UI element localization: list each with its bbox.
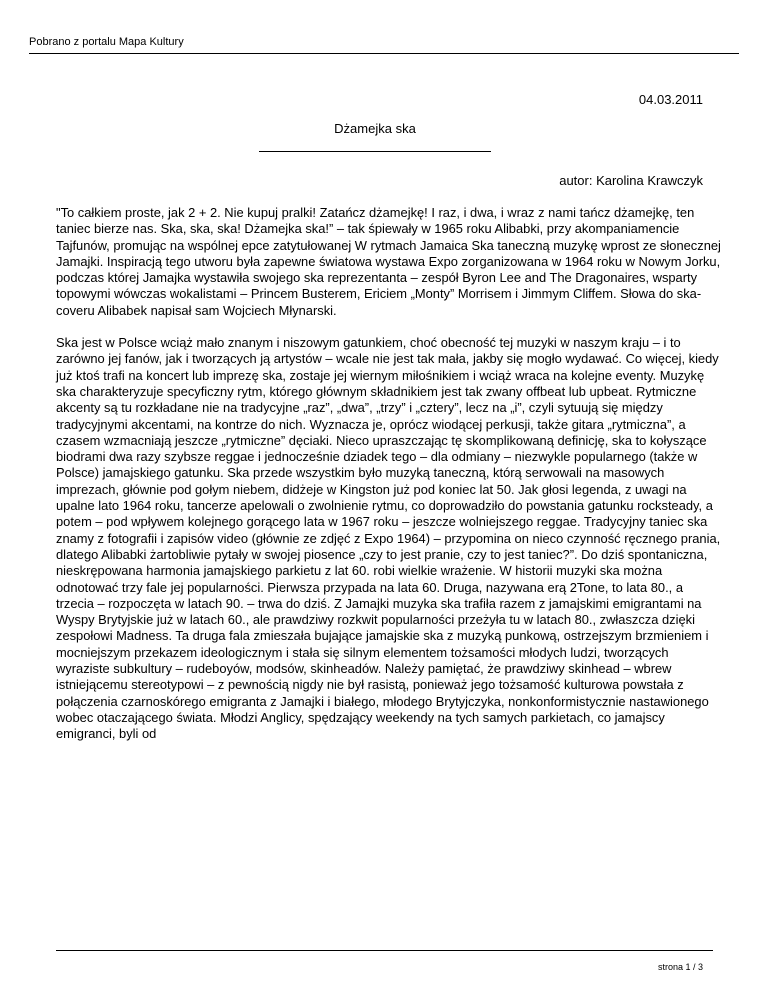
article-title: Dżamejka ska — [334, 121, 416, 136]
title-underline — [259, 151, 491, 152]
article-author: autor: Karolina Krawczyk — [559, 173, 703, 188]
paragraph-1: "To całkiem proste, jak 2 + 2. Nie kupuj pralki! Zatańcz dżamejkę! I raz, i dwa, i wraz z nami tańcz dżamejkę, ten taniec bierze nas. Ska, ska, ska! Dżamejka ska!” – tak śpiewały w 1965 roku Alibabki, przy akompaniamencie Tajfunów, promując na wspólnej epce zatytułowanej W rytmach Jamaica Ska taneczną muzykę wprost ze słonecznej Jamajki. Inspiracją tego utworu była zapewne światowa wystawa Expo zorganizowana w 1964 roku w Nowym Jorku, podczas której Jamajka wystawiła swojego ska reprezentanta – zespół Byron Lee and The Dragonaires, wsparty topowymi wówczas wokalistami – Princem Busterem, Ericiem „Monty” Morrisem i Jimmym Cliffem. Słowa do ska-coveru Alibabek napisał sam Wojciech Młynarski. — [56, 205, 721, 318]
title-block — [259, 121, 491, 152]
page-number: strona 1 / 3 — [657, 962, 703, 972]
paragraph-2: Ska jest w Polsce wciąż mało znanym i niszowym gatunkiem, choć obecność tej muzyki w naszym kraju – i to zarówno jej fanów, jak i tworzących ją artystów – wcale nie jest tak mała, jakby się mogło wydawać. Co więcej, kiedy już ktoś trafi na koncert lub imprezę ska, zostaje jej wiernym miłośnikiem i wciąż wraca na kolejne eventy. Muzykę ska charakteryzuje specyficzny rytm, którego głównym składnikiem jest tak zwany offbeat lub upbeat. Rytmiczne akcenty są tu rozkładane nie na tradycyjne „raz”, „dwa”, „trzy” i „cztery”, lecz na „i”, czyli sytuują się między tradycyjnymi akcentami, na kontrze do nich. Wyznacza je, oprócz wiodącej perkusji, także gitara „rytmiczna”, a czasem wzmacniają jeszcze „rytmiczne” dęciaki. Nieco upraszczając tę skomplikowaną definicję, ska to kołyszące biodrami dwa razy szybsze reggae i jednocześnie dziadek tego – dla odmiany – niezwykle popularnego (także w Polsce) jamajskiego gatunku. Ska przede wszystkim było muzyką taneczną, którą serwowali na masowych imprezach, głównie pod gołym niebem, didżeje w Kingston już pod koniec lat 50. Jak głosi legenda, z uwagi na upalne lato 1964 roku, tancerze apelowali o zwolnienie rytmu, co doprowadziło do powstania gatunku rocksteady, a potem – pod wpływem kolejnego gorącego lata w 1967 roku – jeszcze wolniejszego reggae. Tradycyjny taniec ska znamy z fotografii i zapisów video (głównie ze zdjęć z Expo 1964) – przypomina on nieco czynność ręcznego prania, dlatego Alibabki żartobliwie pytały w swojej piosence „czy to jest pranie, czy to jest taniec?”. Do dziś spontaniczna, nieskrępowana harmonia jamajskiego parkietu z lat 60. robi wielkie wrażenie. W historii muzyki ska można odnotować trzy fale jej popularności. Pierwsza przypada na lata 60. Druga, nazywana erą 2Tone, to lata 80., a trzecia – rozpoczęta w latach 90. – trwa do dziś. Z Jamajki muzyka ska trafiła razem z jamajskimi emigrantami na Wyspy Brytyjskie już w latach 60., ale prawdziwy rozkwit popularności przeżyła tu w latach 80., zwłaszcza dzięki zespołowi Madness. Ta druga fala zmieszała bujające jamajskie ska z muzyką punkową, ostrzejszym brzmieniem i mocniejszym przekazem ideologicznym i stała się silnym elementem tożsamości młodych ludzi, tworzących wyraziste subkultury – rudeboyów, modsów, skinheadów. Należy pamiętać, że prawdziwy skinhead – wbrew istniejącemu stereotypowi – z pewnością nigdy nie był rasistą, ponieważ jego tożsamość kulturowa powstała z połączenia czarnoskórego emigranta z Jamajki i białego, młodego Brytyjczyka, nonkonformistycznie nastawionego wobec otaczającego świata. Młodzi Anglicy, spędzający weekendy na tych samych parkietach, co jamajscy emigranci, byli od — [56, 335, 721, 742]
article-body — [56, 205, 721, 743]
portal-header: Pobrano z portalu Mapa Kultury — [29, 36, 184, 48]
footer-divider — [56, 950, 713, 951]
header-divider — [29, 53, 739, 54]
article-date: 04.03.2011 — [638, 92, 703, 107]
